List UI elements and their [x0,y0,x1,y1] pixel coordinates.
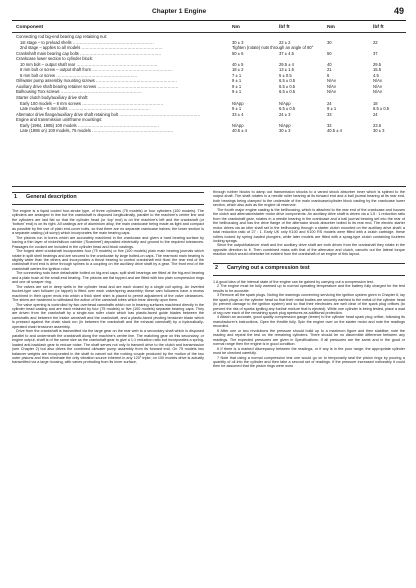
spec-value-nm: 40.5 ± 4 [232,128,247,134]
spec-value-lbf-ft: 30 ± 3 [279,128,291,134]
spec-value-nm: 7 ± 1 [232,72,242,78]
spec-value-nm: 40 ± 5 [232,61,244,67]
paragraph: 7 Note that using a normal compression test one would go on to temporarily seal the piston rings by pouring a quantity of oil into the cylinder and then take a second set of readings. If the pressure increased noticeably it could then be assumed that the piston rings were worn [213,355,405,369]
spec-value-nm: 9 ± 1 [232,83,242,89]
section-heading-1 [12,192,204,205]
spec-value-lbf-ft: 6.5 ± 0.5 [279,83,296,89]
spec-component: Late (1986 on) 100 models, 75 models ..... [20,128,173,134]
spec-value-nm: 33 ± 4 [232,111,244,117]
spec-value-nm: 9 ± 1 [232,106,242,112]
section-number: 1 [14,194,17,200]
spec-value-nm-2: 50 [327,50,332,56]
spec-value-lbf-ft-2: N/Av [373,83,382,89]
spec-component: Balhousing Torx screws ..... [16,89,142,95]
right-paragraphs-top [213,190,405,257]
spec-value-nm-2: 30 [327,39,332,45]
spec-rows [12,34,406,134]
spec-component: 6 mm bolt or screw ..... [20,73,137,79]
spec-value-lbf-ft: 13 ± 1.5 [279,67,294,73]
spec-value-nm-2: N/Av [327,89,336,95]
right-paragraphs-bottom [213,280,405,369]
spec-value-lbf-ft: 22 ± 2 [279,39,291,45]
spec-component: Engine and transmission unit/frame mountings: [16,117,103,123]
spec-value-nm: 50 ± 6 [232,50,244,56]
paragraph: 4 Attach an accurate, good quality compression gauge (tester) to the cylinder head spark plug orifice, following its manufacturer's instructions. Open the throttle fully. Spin the engine over on the starter motor and note the readings recorded. [213,315,405,329]
spec-value-nm-2: 6 [327,72,330,78]
paragraph: Since the output/balancer shaft and the auxiliary drive shaft are both driven from the crankshaft they rotate in the opposite direction to it. Then combined mass with that of the alternator and clutch, cancels out the lateral torque reaction which would otherwise be evident from the crankshaft of an engine of this layout. [213,243,405,257]
paragraph: 6 If there is a marked discrepancy between the readings, or if any is in the poor range, the appropriate cylinder must be checked carefully. [213,346,405,356]
spec-value-nm: 9 ± 1 [232,78,242,84]
spec-value-nm-2: 9 ± 1 [327,106,337,112]
paragraph: 5 After one or two revolutions the pressure should build up to a maximum figure and then stabilise; note the reading and repeat the test on the remaining cylinders. There should be no discernible difference between any readings. The expected pressures are given in Specifications. If all pressures are the same and in the good or normal range then the engine is in good condition. [213,328,405,347]
spec-value-nm-2: 32 [327,122,332,128]
spec-heading-lbf-ft-2: lbf ft [373,25,384,30]
section-title: Carrying out a compression test [227,264,310,271]
left-paragraphs [12,209,204,365]
spec-value-nm: 9 ± 1 [232,89,242,95]
spec-component: 8 mm bolt or screw – output shaft front ..... [20,67,173,73]
spec-row [12,128,406,134]
spec-value-lbf-ft-2: 15.5 [373,67,382,73]
spec-value-lbf-ft-2: 23.6 [373,122,382,128]
spec-component: Starter clutch body/auxiliary drive shaft: [16,95,89,101]
paragraph: The valve opening is controlled by two overhead camshafts which run in bearing surfaces machined directly in the cylinder head casting and are each retained by four (75 models) or five (100 models) separate bearing caps. They are driven from the crankshaft by a single-row roller chain which has plastic-faced guide blades between the camshafts and between the intake camshaft and the crankshaft, and a plastic-faced pivoting tensioner blade which is pressed against the chain slack run (in between the crankshaft and the exhaust camshaft) by a hydraulically-operated chain tensioner assembly. [12,302,204,329]
spec-value-lbf-ft-2: 6.5 ± 0.5 [373,106,390,112]
spec-value-nm-2: 24 [327,100,332,106]
spec-value-lbf-ft: N/App [279,100,291,106]
spec-value-nm-2: N/Av [327,83,336,89]
header-rule [12,20,406,21]
spec-component: 1st stage – to preload shells ..... [20,40,154,46]
spec-value-nm: N/App [232,100,244,106]
spec-value-lbf-ft-2: 37 [373,50,378,56]
spec-value-lbf-ft: 29.5 ± 4 [279,61,294,67]
spec-component: Early (1984, 1985) 100 models ..... [20,123,159,129]
spec-component: Crankcase lower section to cylinder block: [16,56,94,62]
spec-component: Early 100 models – 8 mm screws ..... [20,101,163,107]
spec-component: 10 mm bolt – output shaft rear ..... [20,62,158,68]
spec-value-lbf-ft-2: N/Av [373,78,382,84]
page-number: 49 [393,6,404,16]
spec-heading-nm: Nm [232,25,240,30]
spec-value-nm: Tighten (rotate) nuts through an angle of 80° [232,45,314,51]
paragraph: 3 Remove all the spark plugs. Noting the warnings concerning servicing the ignition system given in Chapter 6, lay the spark plugs on the cylinder head so that their metal bodies are securely earthed to the metal of the cylinder head (to prevent damage to the ignition system) and so that their electrodes are well clear of the spark plug orifices (to prevent the risk of sparks igniting any fuel/air mixture that is ejected). While one cylinder is being tested, place a wad of rag over each of the remaining spark plug apertures as additional protection. [213,293,405,315]
spec-component: Late models – 6 mm bolts ..... [20,106,150,112]
paragraph: The engine is a liquid cooled four-stroke type, of three cylinders (75 models) or four cylinders (100 models). The cylinders are arranged in line but the crankshaft is disposed longitudinally, parallel to the machine's centre line and the cylinders are laid flat so that the cylinder head (or 'top' end) is on the machine's left and the crankshaft (or 'bottom' end) is on its right. All castings are of aluminium alloy, the main crankcase being made as light and compact as possible by the use of plain end-cover bolts, so that there are no separate crankcase halves; the lower section is a separate casting (oil sump) which incorporates the main bearing caps. [12,209,204,236]
spec-value-nm-2: 33 [327,111,332,117]
section-number: 2 [215,264,218,271]
section-title: General description [26,194,77,200]
spec-bottom-rule [12,186,406,187]
spec-component: Connecting rod big-end bearing cap retaining nut: [16,34,107,39]
paragraph: The pistons run in bores which are accurately machined in the crankcase and given a hard bearing surface by having a thin layer of nickel/silicon carbide ('Scanimet') deposited electrically and ground to the required tolerances. Passages for coolant are included in the cylinder head and block castings. [12,235,204,249]
spec-value-nm-2: N/Av [327,78,336,84]
paragraph: The forged steel crankshaft incorporates four (75 models) or five (100 models) plain main bearing journals which rotate in split shell bearings and are secured to the crankcase by large bolted-on caps. The rearmost main bearing is slightly wider than the others and incorporates a thrust bearing to control crankshaft end float; the rear end of the crankshaft front end is drive through splines to a coupling on the auxiliary drive shaft by a gear. The front end of the crankshaft carries the ignition rotor. [12,249,204,271]
left-column [12,190,204,365]
spec-value-lbf-ft: 6.5 ± 0.5 [279,78,296,84]
spec-value-nm: N/App [232,122,244,128]
spec-value-nm-2: 40 [327,61,332,67]
spec-value-lbf-ft: 37 ± 4.5 [279,50,294,56]
spec-component: Oil/water pump assembly mounting screws ..... [16,78,177,84]
spec-value-lbf-ft-2: 24 [373,111,378,117]
spec-value-nm-2: 40.5 ± 4 [327,128,342,134]
spec-value-lbf-ft-2: 30 ± 3 [373,128,385,134]
spec-value-lbf-ft-2: 22 [373,39,378,45]
spec-value-nm: 18 ± 2 [232,67,244,73]
spec-value-lbf-ft: 6.5 ± 0.5 [279,89,296,95]
spec-table [12,25,406,188]
spec-value-lbf-ft: N/App [279,122,291,128]
paragraph: Drive from the crankshaft is transmitted via the large gear on the rear web to a secondary shaft which is disposed parallel to and underneath the crankshaft along the machine's centre line. The matching gear on this secondary, or engine output, shaft is of the same size as the crankshaft gear to give a 1:1 reduction ratio but incorporates a spring-loaded anti-backlash gear to reduce noise. The shaft serves not only to transmit drive to the clutch and transmission (see Chapter 2) but also drives the combined oil/water pump assembly from its forward end. On 75 models two balancer weights are incorporated in the shaft to cancel out the rocking couple produced by the motion of the two outer pistons and thus eliminate the only vibration source inherent in any 120° triple; on 100 models drive is actually transmitted via a large housing, with vanes protruding from its inner surface, [12,329,204,365]
section-heading-2 [213,263,405,276]
spec-heading-nm-2: Nm [327,25,335,30]
spec-value-lbf-ft-2: 4.5 [373,72,379,78]
paragraph: 1 A good idea of the internal state of the engine can be gained by carrying out a compression test. [213,279,374,284]
spec-component: Crankshaft main bearing cap bolts ..... [16,51,161,57]
right-column [213,190,405,369]
spec-heading-component: Component [16,25,44,30]
spec-value-lbf-ft: 24 ± 3 [279,111,291,117]
spec-component: Auxiliary drive shaft bearing retainer screws ..... [16,84,178,90]
spec-value-nm-2: 21 [327,67,332,73]
spec-value-lbf-ft: 5 ± 0.5 [279,72,292,78]
spec-heading-lbf-ft: lbf ft [279,25,290,30]
spec-value-lbf-ft-2: 29.5 [373,61,382,67]
paragraph: 2 The engine must be fully warmed up to normal operating temperature and the battery fully charged for the test results to be accurate. [213,284,405,293]
spec-heading-rule [12,32,406,33]
spec-component: Alternator drive flange/auxiliary drive shaft retaining bolt ..... [16,112,200,118]
spec-value-lbf-ft: 6.5 ± 0.5 [279,106,296,112]
spec-component: 2nd stage – applies to all models ..... [20,45,163,51]
spec-value-lbf-ft-2: 18 [373,100,378,106]
paragraph: through rubber blocks to damp out transmission shocks to a vaned shock absorber inner which is splined to the output shaft. The shaft rotates in a needle roller bearing at its forward end and a ball journal bearing at its rear end, both bearings being clamped to the underside of the main crankcase/cylinder block casting by the crankcase lower section, which also acts as the engine oil reservoir. [213,190,405,208]
paragraph: The valves are set in deep wells in the cylinder head and are each closed by a single coil spring. An inverted bucket-type cam follower (or tappet) is fitted over each valve/spring assembly; these cam followers have a recess machined in their upper ends into which a thick steel shim is placed to permit adjustment of the valve clearances. The shims are hardened to withstand the action of the camshaft lobes which bear directly upon them. [12,284,204,303]
paragraph: The connecting rods have detachable bolted on big-end caps; split shell bearings are fitted at the big-end bearing and a plain bush at the small-end bearing. The pistons are flat topped and are fitted with two plain compression rings and one oil scraper ring. [12,271,204,285]
spec-value-nm: 30 ± 3 [232,39,244,45]
spec-value-lbf-ft-2: N/Av [373,89,382,95]
paragraph: The fourth major engine casting is the bellhousing, which is attached to the rear end of the crankcase and houses the clutch and alternator/starter motor drive components. An auxiliary drive shaft is driven via a 1.5 : 1 reduction ratio from the crankshaft gear, rotates in a needle bearing in the crankcase and a ball journal bearing set into the rear of the bellhousing and has the drive flange of the alternator shock absorber bolted to its rear end. The electric starter motor drives via an idler shaft set in the bellhousing through a starter clutch mounted on the auxiliary drive shaft; a total reduction ratio of 27 : 1. Early UK only K100 and K100 RS models were fitted with a clutch cartridge, these rollers locked by spring loaded plungers, while later models are fitted with a sprag-type clutch containing fourteen locking sprags. [213,207,405,243]
chapter-title: Chapter 1 Engine [152,8,207,15]
